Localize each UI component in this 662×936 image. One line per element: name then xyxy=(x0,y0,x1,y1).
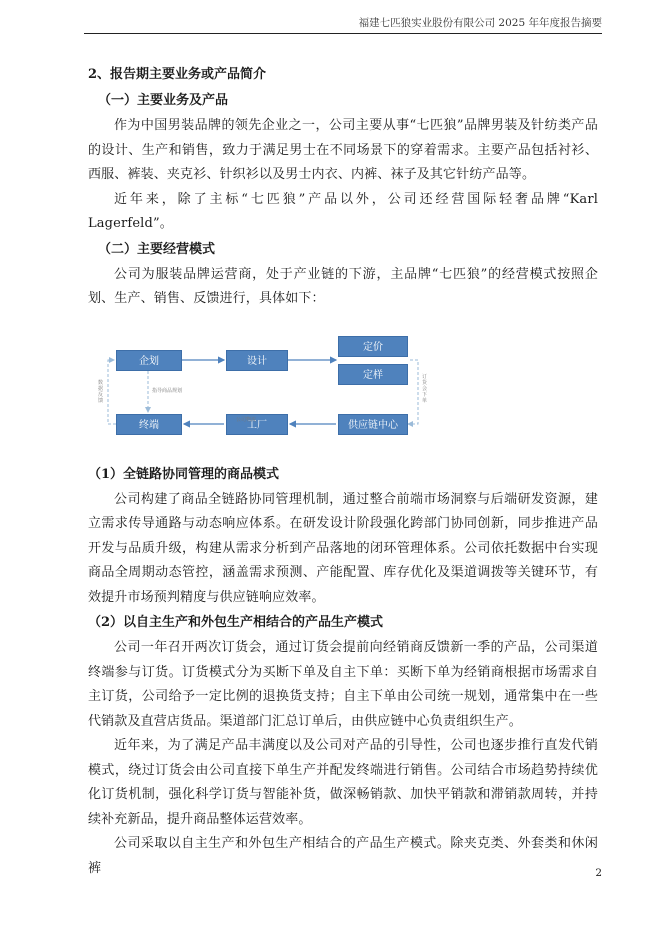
s2-paragraph-1: 公司一年召开两次订货会，通过订货会提前向经销商反馈新一季的产品，公司渠道终端参与订货。订货模式分为买断下单及自主下单：买断下单为经销商根据市场需求自主订货，公司给予一定比例的退换货支持；自主下单由公司统一规划，通常集中在一些代销款及直营店货品。渠道部门汇总订单后，由供应链中心负责组织生产。 xyxy=(88,640,598,729)
label-order: 订货会下单 xyxy=(422,373,428,404)
box-supply-chain: 供应链中心 xyxy=(338,414,408,435)
business-model-diagram xyxy=(98,338,524,434)
box-planning: 企划 xyxy=(116,350,182,371)
s1-heading: （1）全链路协同管理的商品模式 xyxy=(88,466,280,482)
model-heading: （二）主要经营模式 xyxy=(98,241,216,257)
box-factory: 工厂 xyxy=(226,414,288,435)
label-guidance: 指导商品规划 xyxy=(152,387,183,394)
page-header: 福建七匹狼实业股份有限公司 2025 年年度报告摘要 xyxy=(358,17,602,29)
label-logistics: 公司物流 xyxy=(236,416,257,423)
business-paragraph-2: 近年来，除了主标“七匹狼”产品以外，公司还经营国际轻奢品牌“Karl Lagerfeld”。 xyxy=(88,191,598,231)
box-design: 设计 xyxy=(226,350,288,371)
label-feedback: 数据反馈 xyxy=(98,379,104,404)
model-intro: 公司为服装品牌运营商，处于产业链的下游，主品牌“七匹狼”的经营模式按照企划、生产、销售、反馈进行，具体如下： xyxy=(88,266,598,306)
header-rule xyxy=(84,33,602,34)
page-number: 2 xyxy=(595,867,602,879)
s2-heading: （2）以自主生产和外包生产相结合的产品生产模式 xyxy=(88,615,384,630)
box-terminal: 终端 xyxy=(116,414,182,435)
section-heading: 2、报告期主要业务或产品简介 xyxy=(88,67,267,82)
business-heading: （一）主要业务及产品 xyxy=(98,93,229,108)
box-pricing: 定价 xyxy=(338,336,408,357)
s2-paragraph-2: 近年来，为了满足产品丰满度以及公司对产品的引导性，公司也逐步推行直发代销模式，绕过订货会由公司直接下单生产并配发终端进行销售。公司结合市场趋势持续优化订货机制，强化科学订货与智能补货，做深畅销款、加快平销款和滞销款周转，并持续补充新品，提升商品整体运营效率。 xyxy=(88,738,598,827)
s1-paragraph-1: 公司构建了商品全链路协同管理机制，通过整合前端市场洞察与后端研发资源，建立需求传导通路与动态响应体系。在研发设计阶段强化跨部门协同创新，同步推进产品开发与品质升级，构建从需求分析到产品落地的闭环管理体系。公司依托数据中台实现商品全周期动态管控，涵盖需求预测、产能配置、库存优化及渠道调拨等关键环节，有效提升市场预判精度与供应链响应效率。 xyxy=(88,491,598,605)
s2-paragraph-3: 公司采取以自主生产和外包生产相结合的产品生产模式。除夹克类、外套类和休闲裤 xyxy=(88,836,598,876)
box-sampling: 定样 xyxy=(338,364,408,385)
business-paragraph-1: 作为中国男装品牌的领先企业之一，公司主要从事“七匹狼”品牌男装及针纺类产品的设计、生产和销售，致力于满足男士在不同场景下的穿着需求。主要产品包括衬衫、西服、裤装、夹克衫、针织衫以及男士内衣、内裤、袜子及其它针纺产品等。 xyxy=(88,118,598,182)
arrow-order-dashed xyxy=(408,360,418,424)
arrow-feedback-dashed xyxy=(108,360,116,424)
page-content xyxy=(88,62,598,881)
